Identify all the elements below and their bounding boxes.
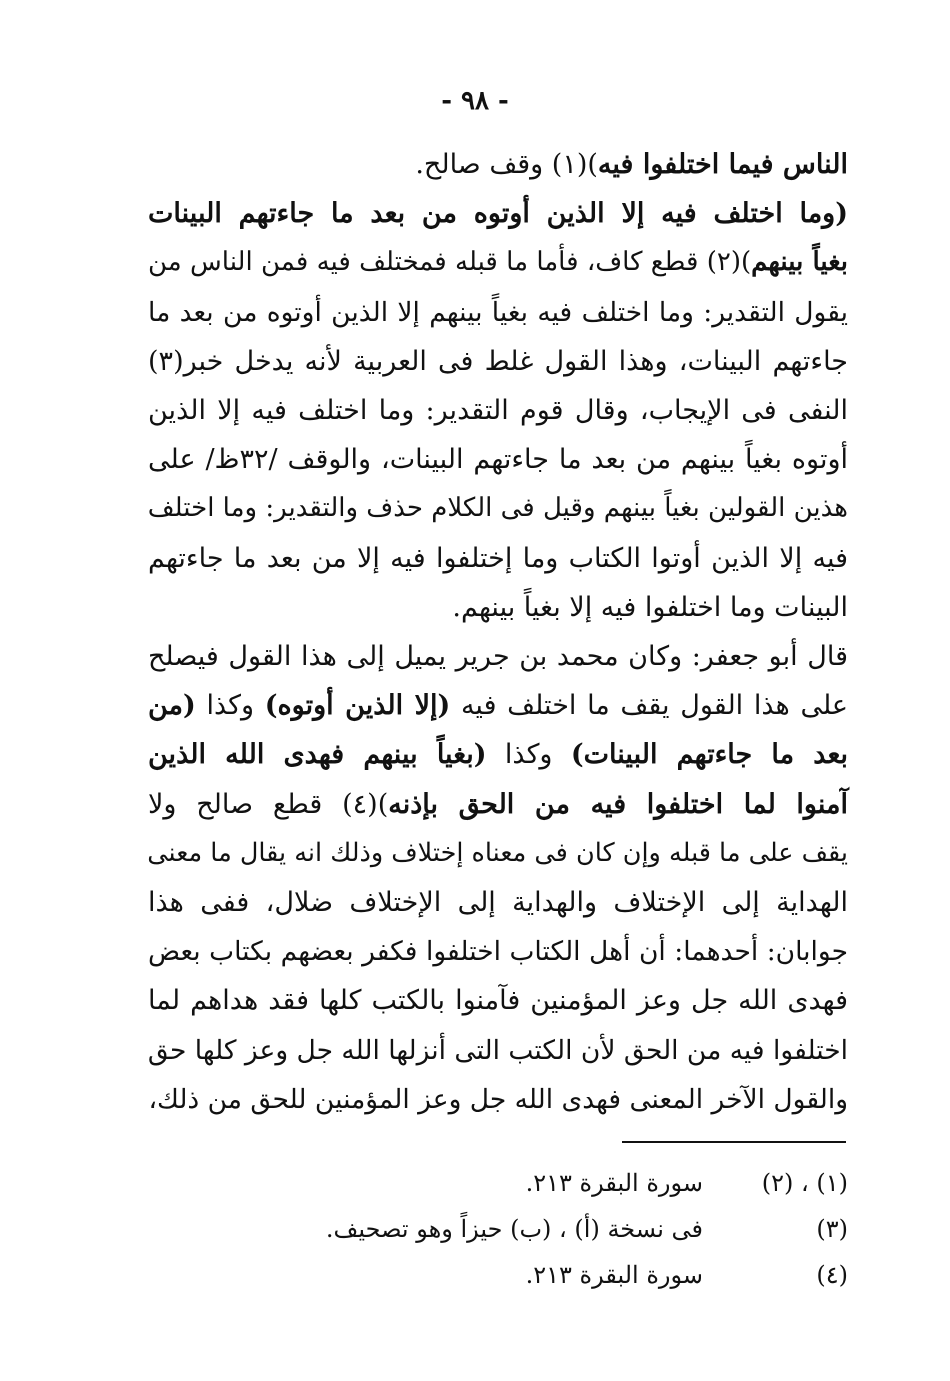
quran-text: بغياً بينهم xyxy=(751,247,848,278)
text-line xyxy=(148,337,848,386)
quran-text: بعد ما جاءتهم البينات) xyxy=(570,739,849,771)
commentary-text: النفى فى الإيجاب، وقال قوم التقدير: وما اختلف فيه إلا الذين xyxy=(148,395,848,427)
commentary-text: وكذا xyxy=(195,690,265,722)
commentary-text: هذين القولين بغياً بينهم وقيل فى الكلام حذف والتقدير: وما اختلف xyxy=(147,493,848,524)
quran-text: الناس فيما اختلفوا فيه xyxy=(597,149,848,180)
footnote-text: سورة البقرة ٢١٣. xyxy=(525,1261,703,1289)
text-line xyxy=(148,1075,848,1124)
text-line xyxy=(148,730,848,779)
commentary-text: والقول الآخر المعنى فهدى الله جل وعز المؤمنين للحق من ذلك، xyxy=(148,1083,848,1115)
text-line xyxy=(148,238,848,287)
commentary-text: وكذا xyxy=(486,739,571,771)
commentary-text: يقف على ما قبله وإن كان فى معناه إختلاف وذلك انه يقال ما معنى xyxy=(147,837,848,868)
commentary-text: فيه إلا الذين أوتوا الكتاب وما إختلفوا فيه إلا من بعد ما جاءتهم xyxy=(148,542,848,574)
quran-text: (وما اختلف فيه إلا الذين أوتوه من بعد ما جاءتهم البينات xyxy=(148,198,848,230)
text-line xyxy=(148,583,848,632)
text-line xyxy=(148,1026,848,1075)
text-line xyxy=(148,484,848,533)
text-line xyxy=(148,976,848,1025)
commentary-text: جوابان: أحدهما: أن أهل الكتاب اختلفوا فكفر بعضهم بكتاب بعض xyxy=(148,936,848,968)
text-line xyxy=(148,681,848,730)
footnote-text: فى نسخة (أ) ، (ب) حيزاً وهو تصحيف. xyxy=(325,1215,703,1243)
text-line xyxy=(148,386,848,435)
body-text xyxy=(148,140,848,1124)
commentary-text: البينات وما اختلفوا فيه إلا بغياً بينهم. xyxy=(452,591,848,623)
page-number: - ٩٨ - xyxy=(441,86,509,116)
text-line xyxy=(148,534,848,583)
quran-text: (إلا الذين أوتوه) xyxy=(264,690,451,722)
commentary-text: أوتوه بغياً بينهم من بعد ما جاءتهم البينات، والوقف /٣٢ظ/ على xyxy=(148,444,849,476)
text-line xyxy=(148,927,848,976)
text-line xyxy=(148,632,848,681)
footnote xyxy=(148,1206,848,1252)
commentary-text: يقول التقدير: وما اختلف فيه بغياً بينهم إلا الذين أوتوه من بعد ما xyxy=(148,296,848,328)
text-line xyxy=(148,288,848,337)
commentary-text: اختلفوا فيه من الحق لأن الكتب التى أنزلها الله جل وعز كلها حق xyxy=(147,1034,848,1066)
footnote xyxy=(148,1160,848,1206)
quran-text: (من xyxy=(148,690,196,722)
commentary-text: قال أبو جعفر: وكان محمد بن جرير يميل إلى هذا القول فيصلح xyxy=(148,641,848,673)
commentary-text: )(١) وقف صالح. xyxy=(415,149,598,180)
footnote-mark: (١) ، (٢) xyxy=(761,1169,848,1197)
commentary-text: على هذا القول يقف ما اختلف فيه xyxy=(450,690,848,722)
text-line xyxy=(148,878,848,927)
text-line xyxy=(148,829,848,878)
footnote-text: سورة البقرة ٢١٣. xyxy=(525,1169,703,1197)
commentary-text: فهدى الله جل وعز المؤمنين فآمنوا بالكتب كلها فقد هداهم لما xyxy=(148,985,848,1017)
footnote-divider xyxy=(622,1141,846,1143)
text-line xyxy=(148,780,848,829)
text-line xyxy=(148,189,848,238)
quran-text: آمنوا لما اختلفوا فيه من الحق بإذنه xyxy=(388,788,848,820)
footnote xyxy=(148,1252,848,1298)
commentary-text: )(٤) قطع صالح ولا xyxy=(148,788,389,820)
text-line xyxy=(148,140,848,189)
commentary-text: )(٢) قطع كاف، فأما ما قبله فمختلف فيه فمن الناس من xyxy=(148,247,752,278)
footnote-mark: (٤) xyxy=(816,1261,848,1289)
footnotes xyxy=(148,1160,848,1298)
commentary-text: الهداية إلى الإختلاف والهداية إلى الإختلاف ضلال، ففى هذا xyxy=(148,887,848,919)
quran-text: (بغياً بينهم فهدى الله الذين xyxy=(148,739,487,771)
text-line xyxy=(148,435,848,484)
commentary-text: جاءتهم البينات، وهذا القول غلط فى العربية لأنه يدخل خبر(٣) xyxy=(148,345,848,377)
footnote-mark: (٣) xyxy=(816,1215,848,1243)
